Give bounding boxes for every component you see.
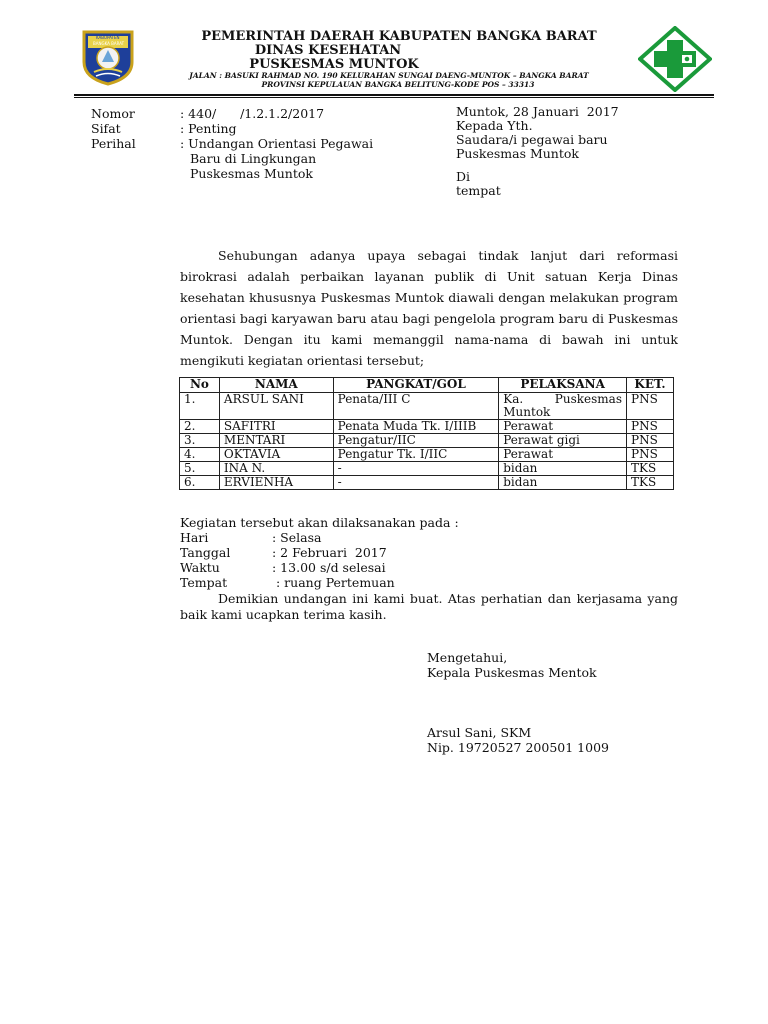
table-row xyxy=(180,420,674,434)
cell-nama: ARSUL SANI xyxy=(219,393,333,420)
cell-pangkat: Penata Muda Tk. I/IIIB xyxy=(333,420,499,434)
cell-nama: MENTARI xyxy=(219,434,333,448)
sifat-value: : Penting xyxy=(180,121,237,136)
table-row xyxy=(180,434,674,448)
signatory-nip: Nip. 19720527 200501 1009 xyxy=(427,740,609,755)
cell-pangkat: - xyxy=(333,462,499,476)
cell-no: 5. xyxy=(180,462,220,476)
header-pangkat: PANGKAT/GOL xyxy=(333,378,499,393)
logo-left-text-bottom: BANGKA BARAT xyxy=(93,41,125,46)
cell-ket: PNS xyxy=(627,393,674,420)
cell-pelaksana: bidan xyxy=(499,462,627,476)
cell-ket: PNS xyxy=(627,420,674,434)
cell-nama: ERVIENHA xyxy=(219,476,333,490)
cell-nama: SAFITRI xyxy=(219,420,333,434)
logo-left-text-top: KABUPATEN xyxy=(96,35,120,40)
recipient-di: Di xyxy=(456,169,471,184)
sifat-label: Sifat xyxy=(91,121,121,136)
waktu-value: : 13.00 s/d selesai xyxy=(272,560,386,575)
mengetahui: Mengetahui, xyxy=(427,650,508,665)
waktu-label: Waktu xyxy=(180,560,220,575)
cell-pelaksana: bidan xyxy=(499,476,627,490)
cell-nama: OKTAVIA xyxy=(219,448,333,462)
table-header-row xyxy=(180,378,674,393)
perihal-value-2: Baru di Lingkungan xyxy=(190,151,317,166)
nomor-value: : 440/ /1.2.1.2/2017 xyxy=(180,106,325,121)
header-no: No xyxy=(180,378,220,393)
signatory-title: Kepala Puskesmas Mentok xyxy=(427,665,597,680)
cell-no: 3. xyxy=(180,434,220,448)
tanggal-value: : 2 Februari 2017 xyxy=(272,545,387,560)
cell-no: 4. xyxy=(180,448,220,462)
table-row xyxy=(180,448,674,462)
closing-text: Demikian undangan ini kami buat. Atas perhatian dan kerjasama yang baik kami ucapkan terima kasih. xyxy=(180,591,678,622)
table-row xyxy=(180,476,674,490)
perihal-label: Perihal xyxy=(91,136,136,151)
recipient-place: Puskesmas Muntok xyxy=(456,146,579,161)
signatory-name: Arsul Sani, SKM xyxy=(427,725,532,740)
cell-pangkat: - xyxy=(333,476,499,490)
schedule-intro: Kegiatan tersebut akan dilaksanakan pada : xyxy=(180,515,459,530)
cell-pelaksana: Ka. Puskesmas Muntok xyxy=(499,393,627,420)
body-paragraph xyxy=(180,245,678,371)
recipient-tempat: tempat xyxy=(456,183,501,198)
recipient-name: Saudara/i pegawai baru xyxy=(456,132,608,147)
cell-nama: INA N. xyxy=(219,462,333,476)
header-nama: NAMA xyxy=(219,378,333,393)
cell-no: 2. xyxy=(180,420,220,434)
letterhead-line-3: PUSKESMAS MUNTOK xyxy=(249,57,419,72)
cell-no: 6. xyxy=(180,476,220,490)
body-paragraph-text: Sehubungan adanya upaya sebagai tindak lanjut dari reformasi birokrasi adalah perbaikan layanan publik di Unit satuan Kerja Dinas kesehatan khususnya Puskesmas Muntok diawali dengan melakukan program orientasi bagi karyawan baru atau bagi pengelola program baru di Puskesmas Muntok. Dengan itu kami memanggil nama-nama di bawah ini untuk mengikuti kegiatan orientasi tersebut; xyxy=(180,248,678,368)
letterhead-address-2: PROVINSI KEPULAUAN BANGKA BELITUNG-KODE POS – 33313 xyxy=(261,80,535,89)
nomor-label: Nomor xyxy=(91,106,135,121)
cell-pelaksana: Perawat xyxy=(499,420,627,434)
perihal-value-1: : Undangan Orientasi Pegawai xyxy=(180,136,374,151)
cell-pangkat: Pengatur Tk. I/IIC xyxy=(333,448,499,462)
cell-ket: TKS xyxy=(627,476,674,490)
tempat-label: Tempat xyxy=(180,575,228,590)
tempat-value: : ruang Pertemuan xyxy=(276,575,395,590)
table-row xyxy=(180,393,674,420)
table-row xyxy=(180,462,674,476)
cell-ket: TKS xyxy=(627,462,674,476)
cell-no: 1. xyxy=(180,393,220,420)
cell-pelaksana: Perawat gigi xyxy=(499,434,627,448)
letterhead-line-2: DINAS KESEHATAN xyxy=(254,43,402,58)
header-pelaksana: PELAKSANA xyxy=(499,378,627,393)
perihal-value-3: Puskesmas Muntok xyxy=(190,166,313,181)
letterhead-rule xyxy=(74,94,714,98)
cell-ket: PNS xyxy=(627,434,674,448)
letter-date: Muntok, 28 Januari 2017 xyxy=(456,104,619,119)
cell-ket: PNS xyxy=(627,448,674,462)
cell-pelaksana: Perawat xyxy=(499,448,627,462)
closing-paragraph xyxy=(180,591,678,623)
hari-label: Hari xyxy=(180,530,209,545)
letterhead-line-1: PEMERINTAH DAERAH KABUPATEN BANGKA BARAT xyxy=(201,29,597,44)
letterhead-address-1: JALAN : BASUKI RAHMAD NO. 190 KELURAHAN SUNGAI DAENG-MUNTOK – BANGKA BARAT xyxy=(189,71,589,80)
cell-pangkat: Pengatur/IIC xyxy=(333,434,499,448)
cell-pangkat: Penata/III C xyxy=(333,393,499,420)
tanggal-label: Tanggal xyxy=(180,545,231,560)
kepada-yth: Kepada Yth. xyxy=(456,118,533,133)
staff-table xyxy=(179,377,674,490)
header-ket: KET. xyxy=(627,378,674,393)
hari-value: : Selasa xyxy=(272,530,322,545)
